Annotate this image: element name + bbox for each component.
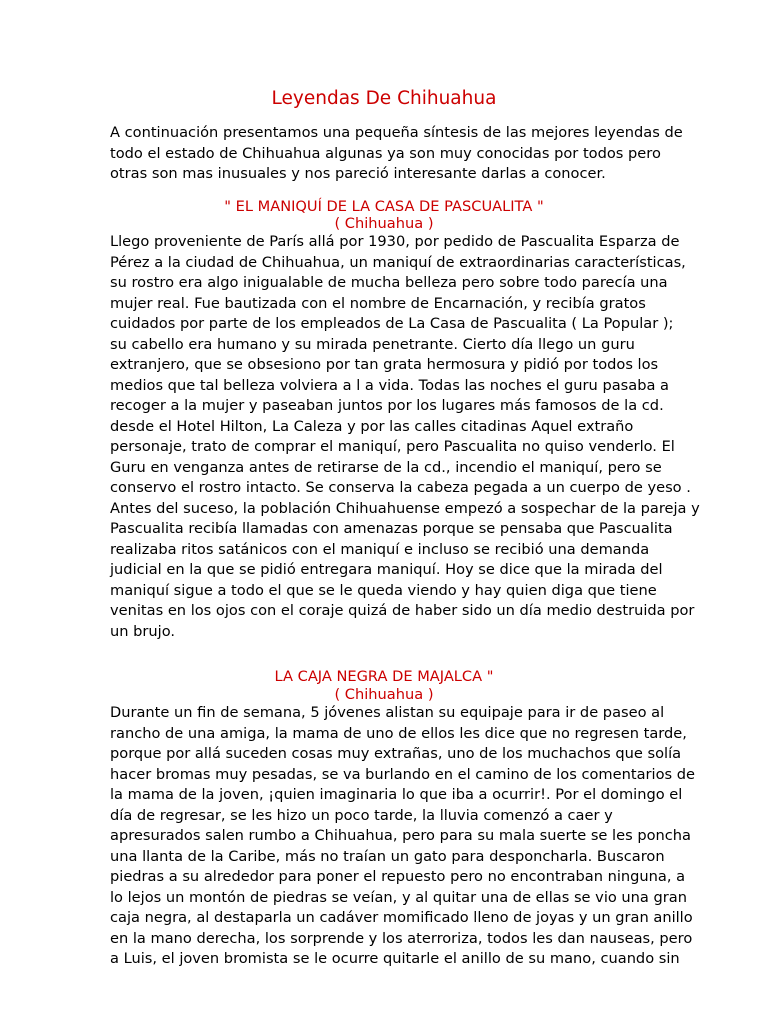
text-line: un brujo. — [110, 622, 176, 640]
document-title: Leyendas De Chihuahua — [271, 88, 497, 109]
text-line: mujer real. Fue bautizada con el nombre de Encarnación, y recibía gratos — [110, 294, 646, 312]
text-line: Llego proveniente de París allá por 1930, por pedido de Pascualita Esparza de — [110, 233, 680, 250]
text-line: conservo el rostro intacto. Se conserva la cabeza pegada a un cuerpo de yeso . — [110, 479, 691, 496]
text-line: personaje, trato de comprar el maniquí, pero Pascualita no quiso venderlo. El — [110, 438, 675, 455]
text-line: judicial en la que se pidió entregara maniquí. Hoy se dice que la mirada del — [110, 561, 663, 578]
text-line: cuidados por parte de los empleados de La Casa de Pascualita ( La Popular ); — [110, 315, 674, 332]
section-1-subtitle: ( Chihuahua ) — [334, 215, 434, 232]
text-line: venitas en los ojos con el coraje quizá de haber sido un día medio destruida por — [110, 602, 695, 619]
text-line: en la mano derecha, los sorprende y los aterroriza, todos les dan nauseas, pero — [110, 929, 693, 947]
text-line: medios que tal belleza volviera a l a vida. Todas las noches el guru pasaba a — [110, 376, 669, 394]
text-line: su rostro era algo inigualable de mucha belleza pero sobre todo parecía una — [110, 274, 668, 291]
text-line: Guru en venganza antes de retirarse de la cd., incendio el maniquí, pero se — [110, 458, 662, 476]
text-line: hacer bromas muy pesadas, se va burlando en el camino de los comentarios de — [110, 765, 695, 783]
text-line: otras son mas inusuales y nos pareció interesante darlas a conocer. — [110, 165, 606, 182]
section-1-body — [110, 232, 700, 642]
text-line: Pérez a la ciudad de Chihuahua, un maniquí de extraordinarias características, — [110, 253, 686, 271]
text-line: una llanta de la Caribe, más no traían un gato para desponcharla. Buscaron — [110, 847, 665, 865]
text-line: Durante un fin de semana, 5 jóvenes alistan su equipaje para ir de paseo al — [110, 704, 665, 721]
text-line: la mama de la joven, ¡quien imaginaria lo que iba a ocurrir!. Por el domingo el — [110, 786, 683, 803]
intro-paragraph — [110, 123, 683, 185]
text-line: extranjero, que se obsesiono por tan grata hermosura y pidió por todos los — [110, 356, 659, 373]
text-line: a Luis, el joven bromista se le ocurre quitarle el anillo de su mano, cuando sin — [110, 950, 680, 967]
section-2-body — [110, 703, 695, 970]
text-line: apresurados salen rumbo a Chihuahua, pero para su mala suerte se les poncha — [110, 827, 691, 844]
text-line: lo lejos un montón de piedras se veían, y al quitar una de ellas se vio una gran — [110, 888, 687, 906]
text-line: maniquí sigue a todo el que se le queda viendo y hay quien diga que tiene — [110, 581, 657, 599]
text-line: A continuación presentamos una pequeña síntesis de las mejores leyendas de — [110, 124, 683, 141]
text-line: rancho de una amiga, la mama de uno de ellos les dice que no regresen tarde, — [110, 724, 687, 742]
text-line: recoger a la mujer y paseaban juntos por los lugares más famosos de la cd. — [110, 397, 664, 414]
section-1-title: " EL MANIQUÍ DE LA CASA DE PASCUALITA " — [224, 198, 544, 215]
text-line: piedras a su alrededor para poner el repuesto pero no encontraban ninguna, a — [110, 868, 686, 885]
section-2-subtitle: ( Chihuahua ) — [334, 686, 434, 703]
text-line: todo el estado de Chihuahua algunas ya son muy conocidas por todos pero — [110, 144, 661, 162]
text-line: caja negra, al destaparla un cadáver momificado lleno de joyas y un gran anillo — [110, 909, 693, 926]
text-line: su cabello era humano y su mirada penetrante. Cierto día llego un guru — [110, 335, 635, 353]
text-line: porque por allá suceden cosas muy extrañas, uno de los muchachos que solía — [110, 745, 682, 762]
text-line: realizaba ritos satánicos con el maniquí e incluso se recibió una demanda — [110, 540, 650, 558]
text-line: Antes del suceso, la población Chihuahuense empezó a sospechar de la pareja y — [110, 499, 700, 517]
text-line: día de regresar, se les hizo un poco tarde, la lluvia comenzó a caer y — [110, 806, 613, 824]
text-line: desde el Hotel Hilton, La Caleza y por las calles citadinas Aquel extraño — [110, 417, 634, 435]
section-2-title: LA CAJA NEGRA DE MAJALCA " — [274, 668, 494, 685]
text-line: Pascualita recibía llamadas con amenazas porque se pensaba que Pascualita — [110, 520, 673, 537]
